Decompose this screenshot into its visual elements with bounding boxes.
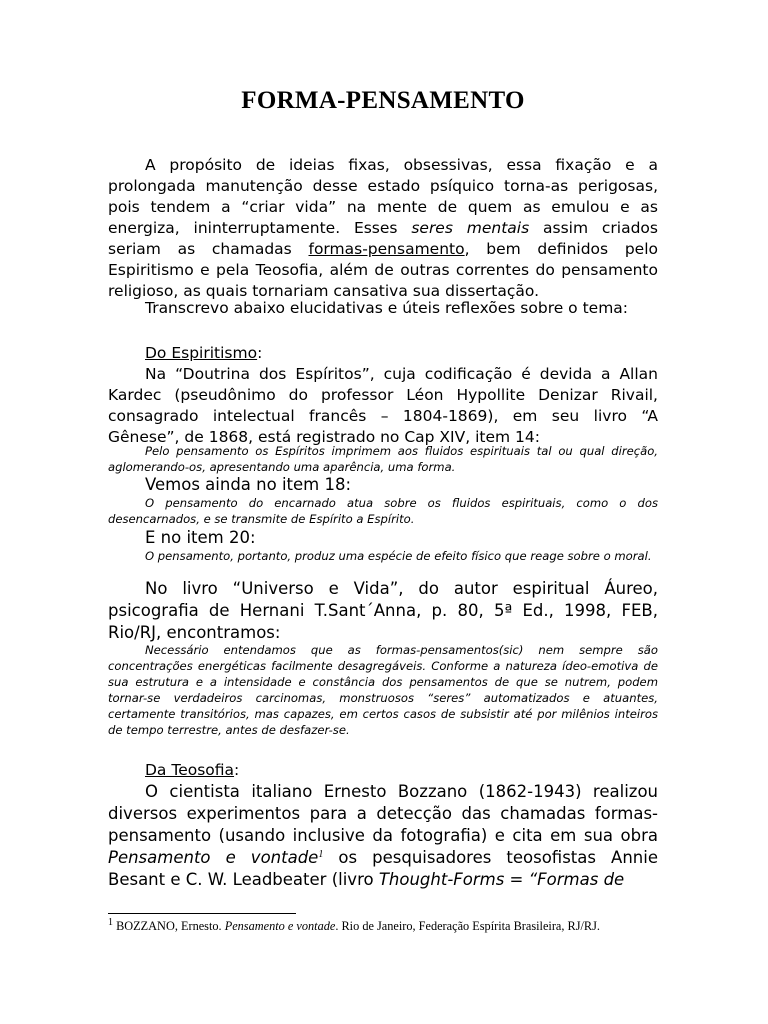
quote-universo-e-vida: Necessário entendamos que as formas-pensamentos(sic) nem sempre são concentrações energéticas facilmente desagregáveis. Conforme a natureza ídeo-emotiva de sua estrutura e a intensidade e constância dos pensamentos de que se nutrem, podem tornar-se verdadeiros carcinomas, monstruosos “seres” automatizados e atuantes, certamente transitórios, mas capazes, em certos casos de subsistir até por milênios inteiros de tempo terrestre, antes de desfazer-se. bbox=[108, 643, 658, 737]
e-no-item-20: E no item 20: bbox=[145, 528, 256, 547]
quote-item-18: O pensamento do encarnado atua sobre os fluidos espirituais, como o dos desencarnados, e se transmite de Espírito a Espírito. bbox=[108, 496, 658, 526]
intro-text-1: A propósito de ideias fixas, obsessivas, essa fixação e a prolongada manutenção desse estado psíquico torna-as perigosas, pois tendem a “criar vida” na mente de quem as emulou e as energiza, ininterruptamente. Esses bbox=[108, 156, 658, 237]
intro-paragraph bbox=[108, 155, 658, 302]
transcrevo-line: Transcrevo abaixo elucidativas e úteis reflexões sobre o tema: bbox=[145, 299, 629, 317]
footnote-rest: . Rio de Janeiro, Federação Espírita Brasileira, RJ/RJ. bbox=[335, 919, 600, 933]
intro-text-2: assim criados seriam as chamadas bbox=[108, 219, 658, 258]
formas-pensamento-term: formas-pensamento bbox=[308, 240, 465, 258]
vemos-item-18: Vemos ainda no item 18: bbox=[145, 475, 352, 494]
heading-colon: : bbox=[234, 761, 240, 779]
thought-forms-title: Thought-Forms = “Formas de bbox=[378, 870, 625, 889]
footnote bbox=[108, 918, 708, 934]
footnote-number: 1 bbox=[108, 917, 113, 928]
espiritismo-heading-text: Do Espiritismo bbox=[145, 344, 258, 362]
bozzano-paragraph bbox=[108, 781, 658, 891]
teosofia-heading bbox=[108, 760, 658, 781]
page-title: FORMA-PENSAMENTO bbox=[241, 87, 525, 114]
obra-title: Pensamento e vontade bbox=[108, 848, 319, 867]
espiritismo-heading bbox=[108, 343, 658, 364]
doutrina-paragraph: Na “Doutrina dos Espíritos”, cuja codificação é devida a Allan Kardec (pseudônimo do professor Léon Hypollite Denizar Rivail, consagrado intelectual francês – 1804-1869), em seu livro “A Gênese”, de 1868, está registrado no Cap XIV, item 14: bbox=[108, 365, 658, 446]
footnote-ref[interactable]: 1 bbox=[318, 849, 324, 860]
universo-e-vida-paragraph: No livro “Universo e Vida”, do autor espiritual Áureo, psicografia de Hernani T.Sant´Anna, p. 80, 5ª Ed., 1998, FEB, Rio/RJ, encontramos: bbox=[108, 579, 658, 642]
teosofia-heading-text: Da Teosofia bbox=[145, 761, 235, 779]
quote-item-14: Pelo pensamento os Espíritos imprimem aos fluidos espirituais tal ou qual direção, aglomerando-os, apresentando uma aparência, uma forma. bbox=[108, 444, 658, 474]
bozzano-text-2: os pesquisadores teosofistas Annie Besant e C. W. Leadbeater (livro bbox=[108, 848, 658, 889]
footnote-work: Pensamento e vontade bbox=[224, 919, 336, 933]
heading-colon: : bbox=[257, 344, 263, 362]
footnote-author: BOZZANO, Ernesto. bbox=[113, 919, 225, 933]
intro-text-3: , bem definidos pelo Espiritismo e pela Teosofia, além de outras correntes do pensamento religioso, as quais tornariam cansativa sua dissertação. bbox=[108, 240, 658, 300]
bozzano-text-1: O cientista italiano Ernesto Bozzano (1862-1943) realizou diversos experimentos para a detecção das chamadas formas-pensamento (usando inclusive da fotografia) e cita em sua obra bbox=[108, 782, 658, 845]
footnote-divider bbox=[108, 913, 296, 914]
seres-mentais-term: seres mentais bbox=[411, 219, 530, 237]
quote-item-20: O pensamento, portanto, produz uma espécie de efeito físico que reage sobre o moral. bbox=[145, 549, 652, 563]
